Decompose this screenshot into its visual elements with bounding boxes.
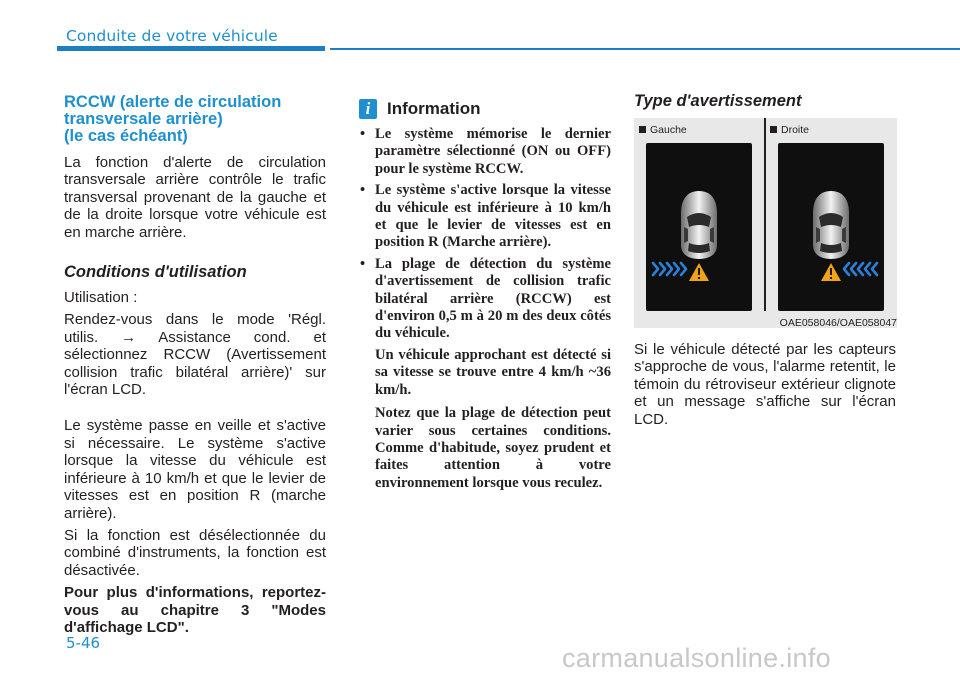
- info-bullet: • Le système s'active lorsque la vitesse du véhicule est inférieure à 10 km/h et que le levier de vitesses est en position R (Marche arrière).: [359, 182, 611, 252]
- car-top-view-icon: [813, 191, 849, 259]
- header-rule-line: [330, 48, 960, 50]
- car-top-view-icon: [681, 191, 717, 259]
- deselect-text: Si la fonction est désélectionnée du combiné d'instruments, la fonction est désactivée.: [64, 526, 326, 579]
- figure-divider: [764, 118, 766, 311]
- right-column: [634, 92, 896, 111]
- square-bullet-icon: [639, 126, 646, 133]
- section-header-title: Conduite de votre véhicule: [66, 27, 278, 45]
- information-box: [359, 96, 611, 498]
- info-caution: Notez que la plage de détection peut varier sous certaines conditions. Comme d'habitude, soyez prudent et faites attention à votre environnement lorsque vous reculez.: [375, 405, 611, 491]
- standby-text: Le système passe en veille et s'active si nécessaire. Le système s'active lorsque la vitesse du véhicule est inférieure à 10 km/h et que le levier de vitesses est en position R (marche arrière).: [64, 417, 326, 522]
- rccw-title: RCCW (alerte de circulation transversale arrière) (le cas échéant): [64, 93, 282, 145]
- rccw-intro: La fonction d'alerte de circulation transversale arrière contrôle le trafic transversal provenant de la gauche et de la droite lorsque votre véhicule est en marche arrière.: [64, 154, 326, 241]
- figure-label-right: Droite: [770, 124, 809, 136]
- rccw-warning-figure: [634, 118, 897, 328]
- header-accent-bar: [57, 46, 325, 51]
- cluster-display-right: [778, 143, 884, 311]
- information-header: [359, 96, 611, 122]
- info-speed-range: Un véhicule approchant est détecté si sa vitesse se trouve entre 4 km/h ~36 km/h.: [375, 346, 611, 398]
- approach-chevron-icon: [844, 263, 877, 275]
- information-list: [359, 126, 611, 343]
- info-bullet: • Le système mémorise le dernier paramètre sélectionné (ON ou OFF) pour le système RCCW.: [359, 126, 611, 178]
- settings-instructions: Rendez-vous dans le mode 'Régl. utilis. → Assistance cond. et sélectionnez RCCW (Avertissement collision trafic bilatéral arrière)' sur l'écran LCD.: [64, 311, 326, 399]
- left-warning-graphic: [646, 143, 752, 311]
- figure-label-left: Gauche: [639, 124, 687, 136]
- site-watermark: carmanualsonline.info: [562, 643, 831, 673]
- right-warning-graphic: [778, 143, 884, 311]
- info-bullet: • La plage de détection du système d'avertissement de collision trafic bilatéral arrière (RCCW) est d'environ 0,5 m à 20 m des deux côtés du véhicule.: [359, 256, 611, 343]
- warning-type-title: Type d'avertissement: [634, 92, 802, 110]
- left-column: [64, 94, 326, 636]
- info-icon: i: [359, 99, 377, 119]
- warning-description: Si le véhicule détecté par les capteurs s'approche de vous, l'alarme retentit, le témoin du rétroviseur extérieur clignote et un message s'affiche sur l'écran LCD.: [634, 341, 896, 428]
- warning-triangle-icon: [689, 263, 709, 281]
- warning-triangle-icon: [821, 263, 841, 281]
- figure-code: OAE058046/OAE058047: [779, 317, 897, 329]
- conditions-title: Conditions d'utilisation: [64, 263, 247, 282]
- utilisation-label: Utilisation :: [64, 289, 138, 307]
- information-title: Information: [387, 99, 481, 118]
- cluster-display-left: [646, 143, 752, 311]
- warning-description-block: [634, 341, 896, 428]
- square-bullet-icon: [770, 126, 777, 133]
- page-number: 5-46: [66, 634, 101, 652]
- more-info-text: Pour plus d'informations, reportez-vous au chapitre 3 "Modes d'affichage LCD".: [64, 584, 326, 636]
- approach-chevron-icon: [653, 263, 686, 275]
